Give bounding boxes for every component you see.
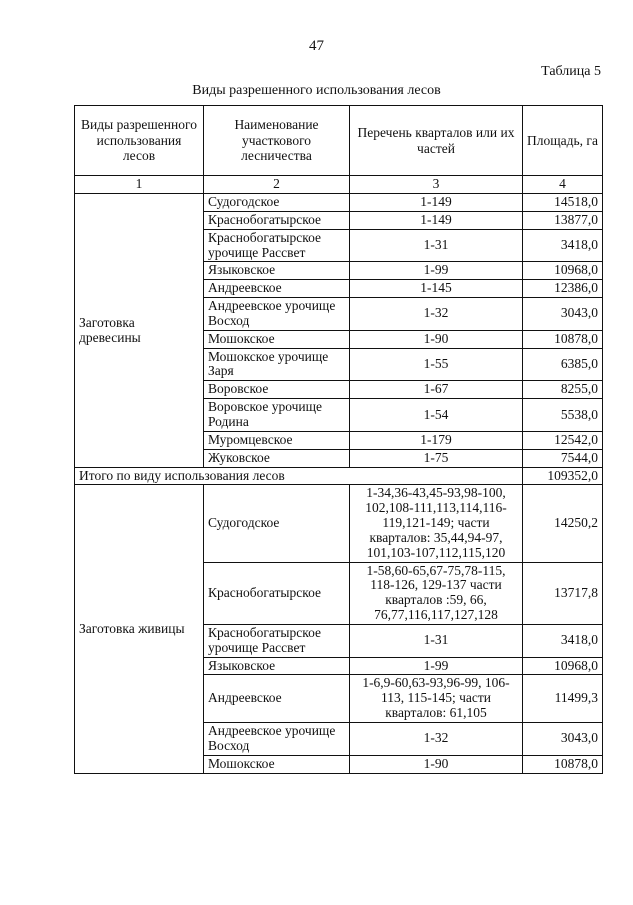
quarters-list: 1-90 [350, 755, 523, 773]
forestry-name: Андреевское урочище Восход [204, 298, 350, 331]
use-type-resin: Заготовка живицы [75, 485, 204, 773]
forestry-name: Судогодское [204, 194, 350, 212]
quarters-list: 1-67 [350, 381, 523, 399]
header-row [75, 106, 603, 176]
area-value: 10878,0 [523, 330, 603, 348]
total-area-value: 109352,0 [523, 467, 603, 485]
area-value: 6385,0 [523, 348, 603, 381]
forestry-name: Андреевское урочище Восход [204, 723, 350, 756]
area-value: 5538,0 [523, 399, 603, 432]
area-value: 13717,8 [523, 562, 603, 624]
forestry-name: Воровское [204, 381, 350, 399]
quarters-list: 1-58,60-65,67-75,78-115, 118-126, 129-137 части кварталов :59, 66, 76,77,116,117,127,128 [350, 562, 523, 624]
column-number: 3 [350, 176, 523, 194]
area-value: 10968,0 [523, 657, 603, 675]
column-number-row [75, 176, 603, 194]
quarters-list: 1-149 [350, 211, 523, 229]
area-value: 3043,0 [523, 298, 603, 331]
forestry-name: Мошокское урочище Заря [204, 348, 350, 381]
use-type-timber: Заготовка древесины [75, 194, 204, 468]
total-label: Итого по виду использования лесов [75, 467, 523, 485]
quarters-list: 1-99 [350, 657, 523, 675]
area-value: 13877,0 [523, 211, 603, 229]
forestry-name: Краснобогатырское урочище Рассвет [204, 229, 350, 262]
column-number: 2 [204, 176, 350, 194]
forestry-name: Воровское урочище Родина [204, 399, 350, 432]
table-row [75, 485, 603, 562]
forestry-name: Мошокское [204, 755, 350, 773]
area-value: 10878,0 [523, 755, 603, 773]
quarters-list: 1-6,9-60,63-93,96-99, 106-113, 115-145; части кварталов: 61,105 [350, 675, 523, 723]
area-value: 12542,0 [523, 431, 603, 449]
quarters-list: 1-99 [350, 262, 523, 280]
quarters-list: 1-31 [350, 229, 523, 262]
quarters-list: 1-31 [350, 624, 523, 657]
forestry-name: Жуковское [204, 449, 350, 467]
area-value: 14518,0 [523, 194, 603, 212]
quarters-list: 1-32 [350, 723, 523, 756]
forestry-name: Языковское [204, 262, 350, 280]
quarters-list: 1-32 [350, 298, 523, 331]
forestry-name: Краснобогатырское [204, 211, 350, 229]
table-title: Виды разрешенного использования лесов [192, 83, 441, 98]
header-use-type: Виды разрешенного использования лесов [75, 106, 204, 176]
forestry-name: Языковское [204, 657, 350, 675]
forestry-name: Судогодское [204, 485, 350, 562]
header-forestry: Наименование участкового лесничества [204, 106, 350, 176]
page-number: 47 [309, 38, 324, 54]
area-value: 11499,3 [523, 675, 603, 723]
area-value: 3418,0 [523, 229, 603, 262]
forestry-name: Андреевское [204, 675, 350, 723]
quarters-list: 1-90 [350, 330, 523, 348]
quarters-list: 1-55 [350, 348, 523, 381]
total-row [75, 467, 603, 485]
area-value: 7544,0 [523, 449, 603, 467]
quarters-list: 1-34,36-43,45-93,98-100, 102,108-111,113,114,116-119,121-149; части кварталов: 35,44,94-97, 101,103-107,112,115,120 [350, 485, 523, 562]
resin-section [75, 485, 603, 773]
quarters-list: 1-149 [350, 194, 523, 212]
forestry-name: Краснобогатырское [204, 562, 350, 624]
table-number-label: Таблица 5 [541, 64, 601, 79]
area-value: 12386,0 [523, 280, 603, 298]
column-number: 4 [523, 176, 603, 194]
area-value: 10968,0 [523, 262, 603, 280]
quarters-list: 1-179 [350, 431, 523, 449]
forestry-name: Краснобогатырское урочище Рассвет [204, 624, 350, 657]
quarters-list: 1-75 [350, 449, 523, 467]
quarters-list: 1-54 [350, 399, 523, 432]
table-row [75, 194, 603, 212]
area-value: 3043,0 [523, 723, 603, 756]
quarters-list: 1-145 [350, 280, 523, 298]
column-number: 1 [75, 176, 204, 194]
header-area: Площадь, га [523, 106, 603, 176]
area-value: 14250,2 [523, 485, 603, 562]
forestry-name: Мошокское [204, 330, 350, 348]
forest-use-table [74, 105, 603, 774]
header-quarters: Перечень кварталов или их частей [350, 106, 523, 176]
area-value: 8255,0 [523, 381, 603, 399]
area-value: 3418,0 [523, 624, 603, 657]
forestry-name: Муромцевское [204, 431, 350, 449]
forestry-name: Андреевское [204, 280, 350, 298]
timber-section [75, 194, 603, 485]
